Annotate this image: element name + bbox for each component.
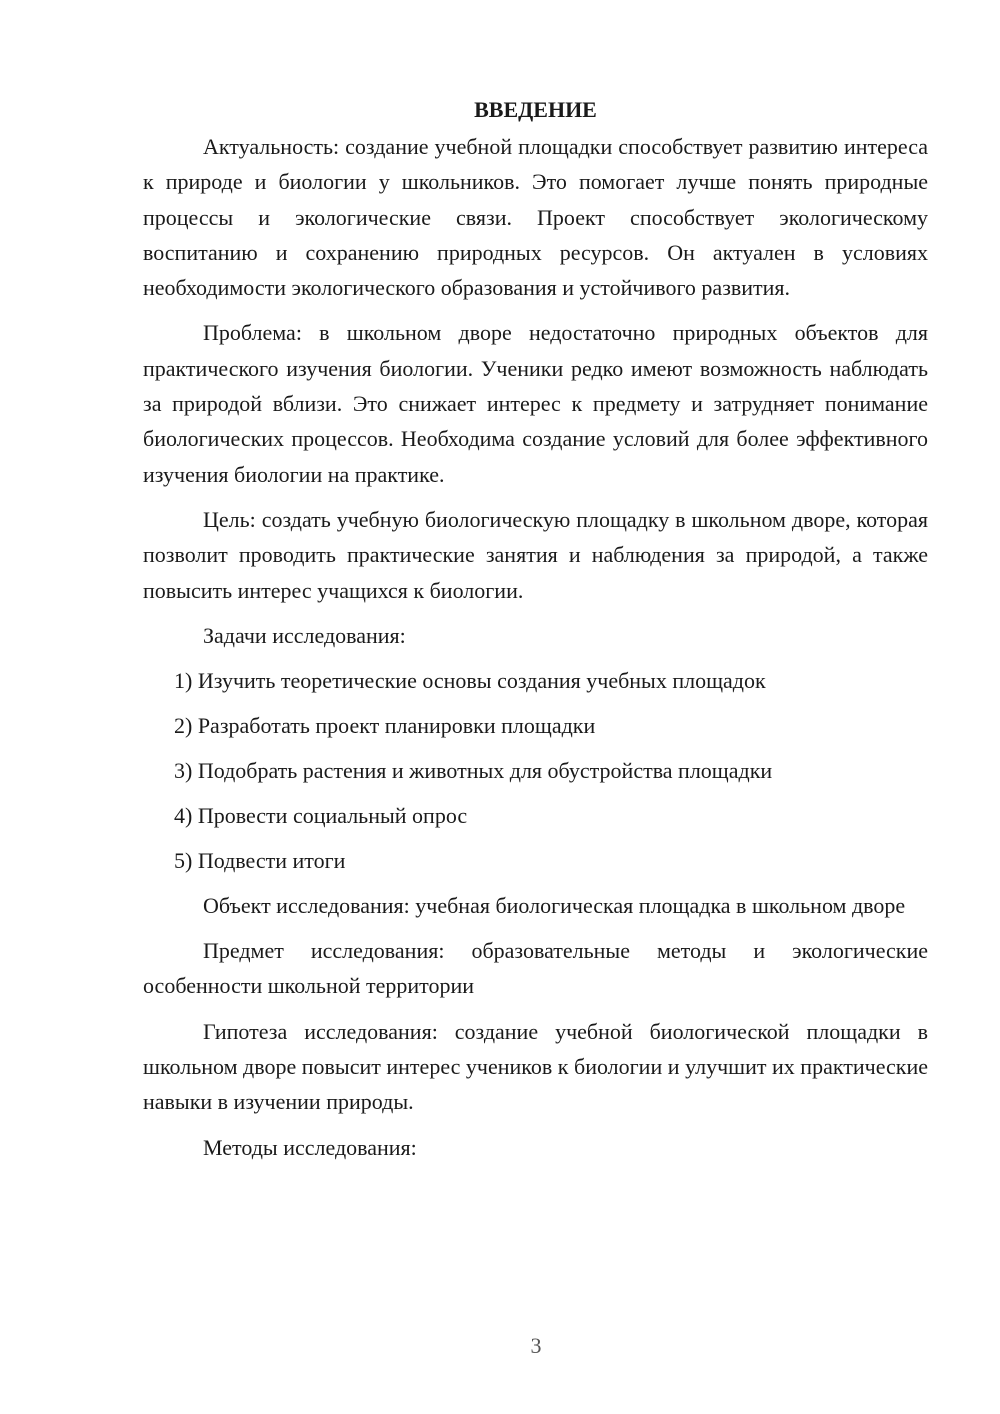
- list-item: 3) Подобрать растения и животных для обустройства площадки: [174, 757, 773, 783]
- hypothesis-paragraph: Гипотеза исследования: создание учебной биологической площадки в школьном дворе повысит интерес учеников к биологии и улучшит их практические навыки в изучении природы.: [143, 1018, 928, 1115]
- object-paragraph: Объект исследования: учебная биологическая площадка в школьном дворе: [203, 892, 906, 918]
- list-item: 5) Подвести итоги: [174, 847, 346, 873]
- methods-heading: Методы исследования:: [203, 1134, 417, 1160]
- tasks-heading: Задачи исследования:: [203, 622, 406, 648]
- list-item: 4) Провести социальный опрос: [174, 802, 468, 828]
- list-item: 1) Изучить теоретические основы создания учебных площадок: [174, 667, 766, 693]
- page-title: ВВЕДЕНИЕ: [474, 97, 597, 122]
- document-page: [143, 92, 928, 1175]
- subject-paragraph: Предмет исследования: образовательные методы и экологические особенности школьной территории: [143, 938, 928, 999]
- page-number: 3: [530, 1333, 542, 1358]
- goal-paragraph: Цель: создать учебную биологическую площадку в школьном дворе, которая позволит проводить практические занятия и наблюдения за природой, а также повысить интерес учащихся к биологии.: [143, 506, 928, 603]
- relevance-paragraph: Актуальность: создание учебной площадки способствует развитию интереса к природе и биологии у школьников. Это помогает лучше понять природные процессы и экологические связи. Проект способствует экологическому воспитанию и сохранению природных ресурсов. Он актуален в условиях необходимости экологического образования и устойчивого развития.: [143, 134, 928, 301]
- list-item: 2) Разработать проект планировки площадки: [174, 712, 596, 738]
- problem-paragraph: Проблема: в школьном дворе недостаточно природных объектов для практического изучения биологии. Ученики редко имеют возможность наблюдать за природой вблизи. Это снижает интерес к предмету и затрудняет понимание биологических процессов. Необходима создание условий для более эффективного изучения биологии на практике.: [143, 320, 928, 487]
- tasks-list: [143, 663, 928, 878]
